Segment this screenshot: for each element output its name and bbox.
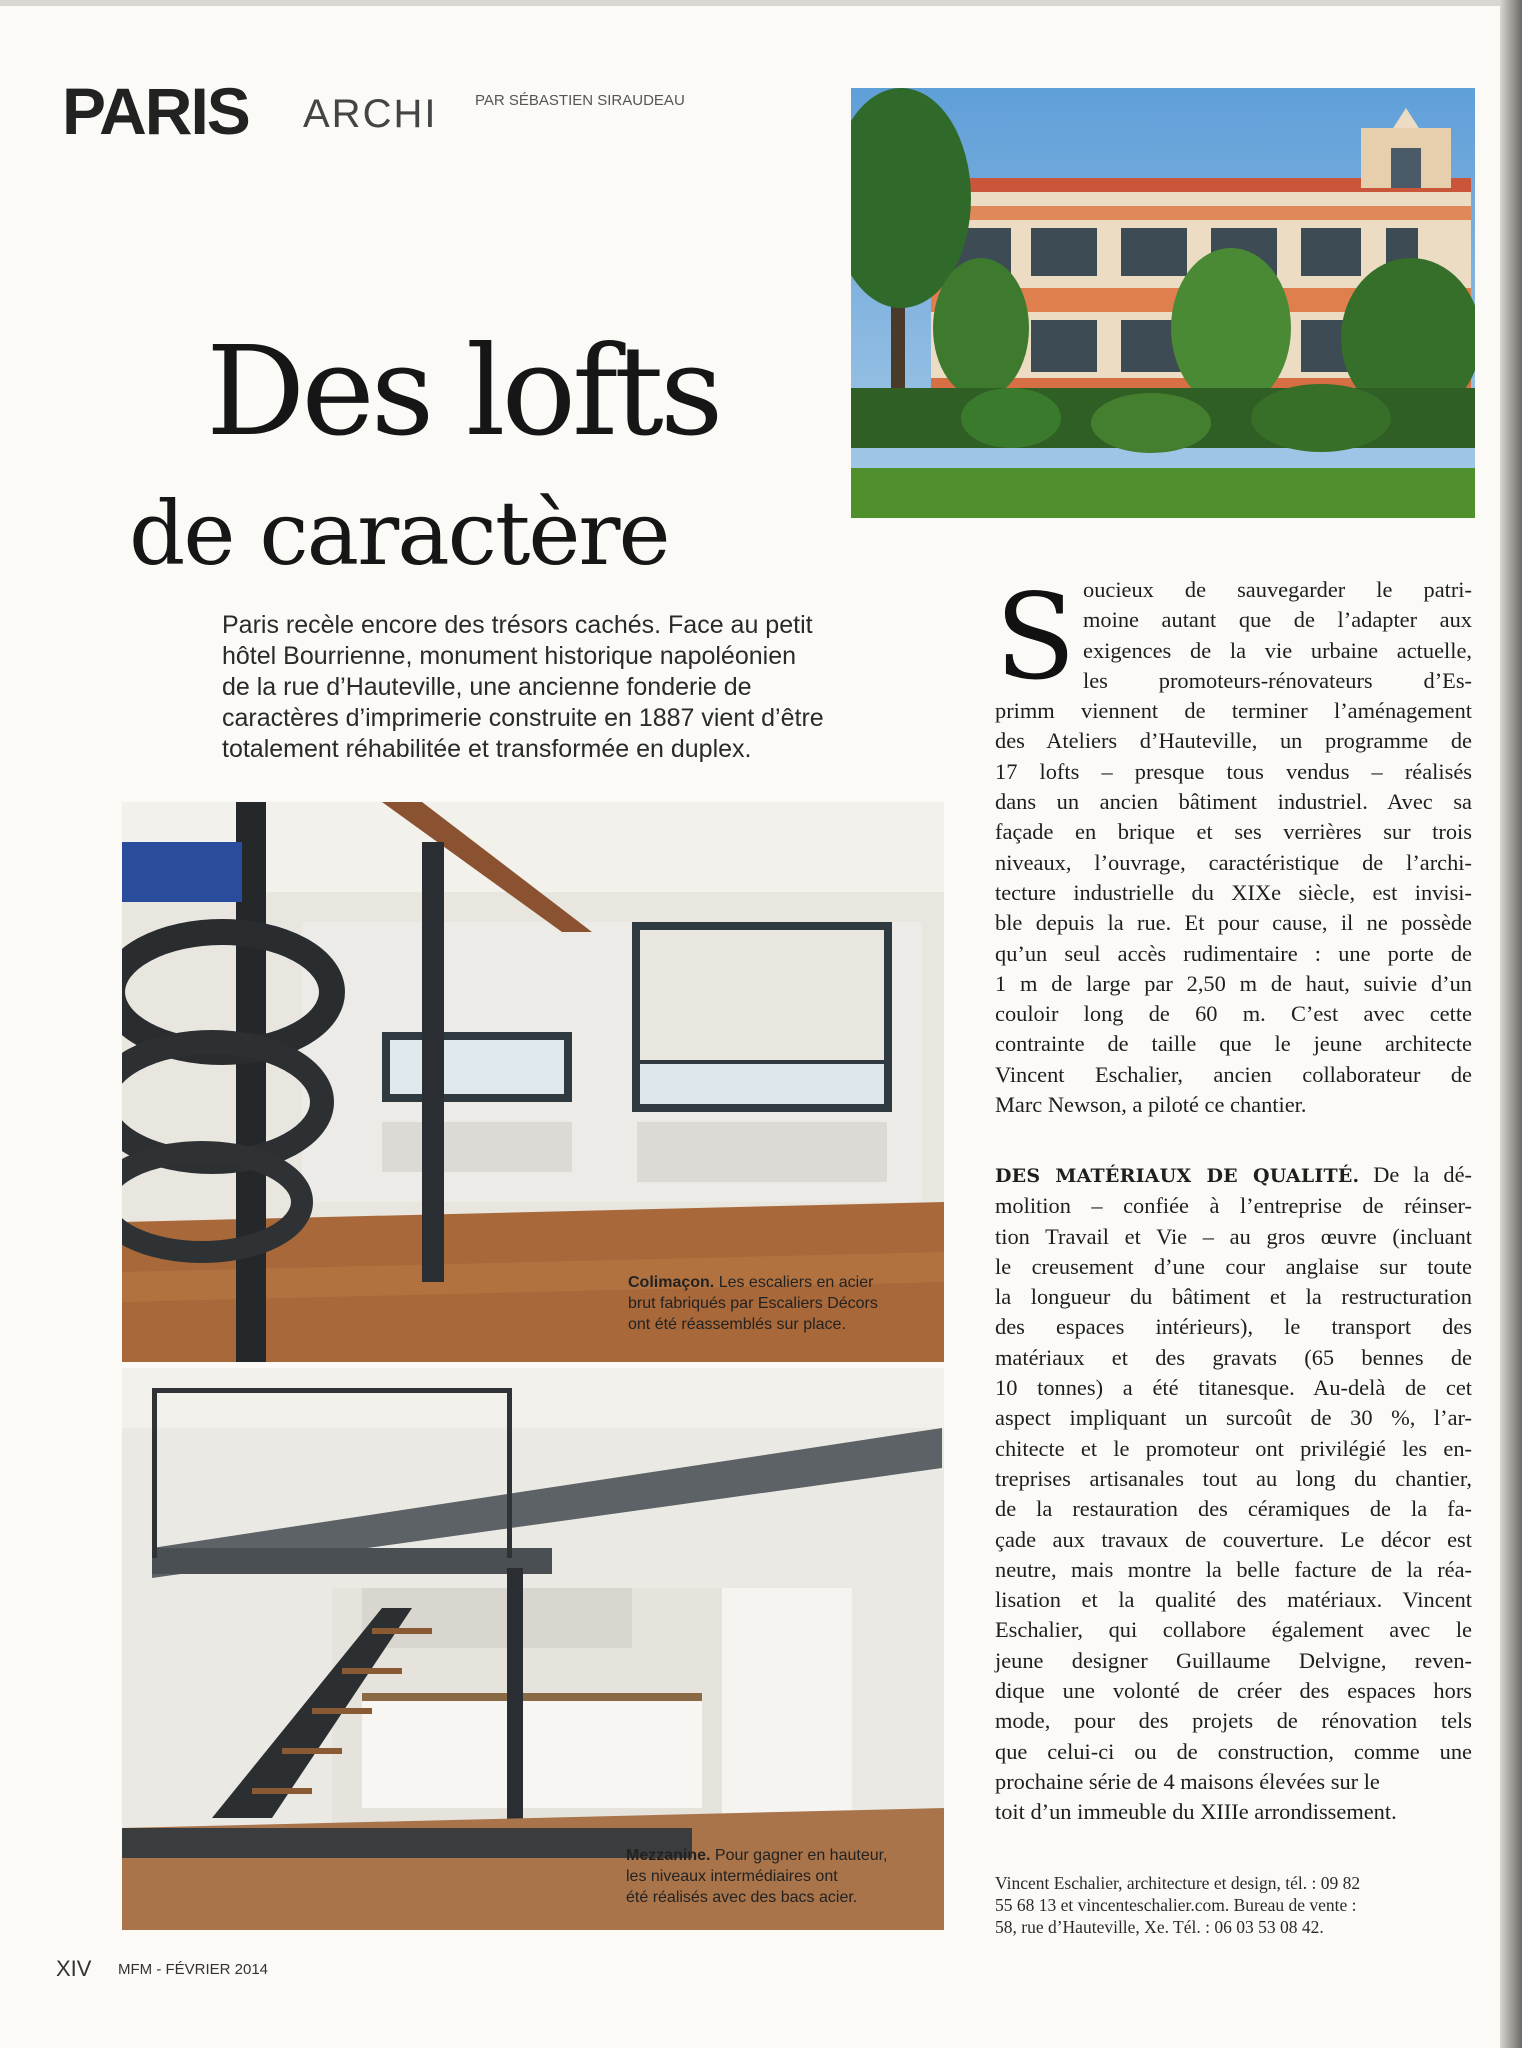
byline: PAR SÉBASTIEN SIRAUDEAU <box>475 92 685 109</box>
body-line: tecture industrielle du XIXe siècle, est invisi- <box>995 879 1472 905</box>
body-line: treprises artisanales tout au long du chantier, <box>995 1465 1472 1491</box>
body-line: de la restauration des céramiques de la fa- <box>995 1496 1472 1522</box>
body-line: Eschalier, qui collabore également avec le <box>995 1617 1472 1643</box>
section-label: PARIS <box>62 74 249 148</box>
facade-illustration <box>851 88 1475 518</box>
body-line: 17 lofts – presque tous vendus – réalisés <box>995 758 1472 784</box>
caption-title: Colimaçon. <box>628 1274 715 1291</box>
body-line: aspect impliquant un surcoût de 30 %, l’ar- <box>995 1405 1472 1431</box>
caption-text: Pour gagner en hauteur, <box>714 1847 888 1864</box>
body-line: 10 tonnes) a été titanesque. Au-delà de cet <box>995 1375 1472 1401</box>
body-line: oucieux de sauvegarder le patri- <box>1083 577 1472 602</box>
subsection-label: ARCHI <box>303 92 438 136</box>
body-paragraph-1 <box>995 568 1472 1120</box>
body-line: dique une volonté de créer des espaces hors <box>995 1678 1472 1704</box>
body-paragraph-2 <box>995 1160 1472 1828</box>
caption-text: Les escaliers en acier <box>718 1274 874 1291</box>
publication-date: MFM - FÉVRIER 2014 <box>118 1961 269 1978</box>
contact-line: 58, rue d’Hauteville, Xe. Tél. : 06 03 53 08 42. <box>995 1917 1324 1937</box>
body-line: des Ateliers d’Hauteville, un programme de <box>995 728 1472 754</box>
lead-line: Paris recèle encore des trésors cachés. Face au petit <box>222 611 813 639</box>
caption-loft <box>628 1272 938 1335</box>
caption-text: ont été réassemblés sur place. <box>628 1316 846 1333</box>
body-line: des espaces intérieurs), le transport des <box>995 1314 1472 1340</box>
body-line: 1 m de large par 2,50 m de haut, suivie d’un <box>995 970 1472 996</box>
body-line: niveaux, l’ouvrage, caractéristique de l’archi- <box>995 849 1472 875</box>
body-line: Vincent Eschalier, ancien collaborateur de <box>995 1061 1472 1087</box>
body-line: qu’un seul accès rudimentaire : une porte de <box>995 940 1472 966</box>
body-line: jeune designer Guillaume Delvigne, reven- <box>995 1647 1472 1673</box>
page-top-edge <box>0 0 1522 6</box>
body-line: chitecte et le promoteur ont privilégié les en- <box>995 1435 1472 1461</box>
lead-line: de la rue d’Hauteville, une ancienne fonderie de <box>222 673 752 701</box>
facade-photo <box>851 88 1475 518</box>
body-line: tion Travail et Vie – au gros œuvre (incluant <box>995 1223 1472 1249</box>
body-line: contrainte de taille que le jeune architecte <box>995 1031 1472 1057</box>
lead-paragraph <box>222 610 942 765</box>
body-line: primm viennent de terminer l’aménagement <box>995 698 1472 724</box>
lead-line: hôtel Bourrienne, monument historique napoléonien <box>222 642 796 670</box>
body-line: dans un ancien bâtiment industriel. Avec sa <box>995 789 1472 815</box>
caption-mezzanine <box>626 1845 936 1908</box>
body-line: façade en brique et ses verrières sur trois <box>995 819 1472 845</box>
page-gutter-shadow <box>1500 0 1522 2048</box>
headline-line-1: Des lofts <box>206 320 720 464</box>
body-line: couloir long de 60 m. C’est avec cette <box>995 1001 1472 1027</box>
contact-line: Vincent Eschalier, architecture et design, tél. : 09 82 <box>995 1873 1361 1893</box>
body-line: toit d’un immeuble du XIIIe arrondissement. <box>995 1799 1397 1825</box>
page-number: XIV <box>56 1956 92 1981</box>
body-line: ble depuis la rue. Et pour cause, il ne possède <box>995 910 1472 936</box>
contact-info <box>995 1872 1475 1938</box>
body-line-start: De la dé- <box>1373 1162 1472 1187</box>
body-line: lisation et la qualité des matériaux. Vincent <box>995 1587 1472 1613</box>
body-line: exigences de la vie urbaine actuelle, <box>1083 637 1472 663</box>
body-line <box>995 1160 1472 1191</box>
contact-line: 55 68 13 et vincenteschalier.com. Bureau de vente : <box>995 1895 1357 1915</box>
caption-text: été réalisés avec des bacs acier. <box>626 1889 858 1906</box>
caption-title: Mezzanine. <box>626 1847 711 1864</box>
headline-line-2: de caractère <box>129 482 669 585</box>
body-line: matériaux et des gravats (65 bennes de <box>995 1344 1472 1370</box>
body-line: la longueur du bâtiment et la restructuration <box>995 1284 1472 1310</box>
caption-text: les niveaux intermédiaires ont <box>626 1868 838 1885</box>
body-line: prochaine série de 4 maisons élevées sur le <box>995 1768 1380 1794</box>
lead-line: totalement réhabilitée et transformée en duplex. <box>222 735 752 763</box>
body-line: que celui-ci ou de construction, comme une <box>995 1738 1472 1764</box>
body-line: neutre, mais montre la belle facture de la réa- <box>995 1556 1472 1582</box>
body-line: les promoteurs-rénovateurs d’Es- <box>1083 667 1472 693</box>
caption-text: brut fabriqués par Escaliers Décors <box>628 1295 878 1312</box>
body-line: moine autant que de l’adapter aux <box>1083 607 1472 633</box>
section-subhead: DES MATÉRIAUX DE QUALITÉ. <box>995 1165 1360 1187</box>
lead-line: caractères d’imprimerie construite en 1887 vient d’être <box>222 704 824 732</box>
body-line: çade aux travaux de couverture. Le décor est <box>995 1526 1472 1552</box>
drop-cap: S <box>995 568 1076 706</box>
body-line: le creusement d’une cour anglaise sur toute <box>995 1253 1472 1279</box>
body-line: mode, pour des projets de rénovation tels <box>995 1708 1472 1734</box>
body-line: Marc Newson, a piloté ce chantier. <box>995 1092 1307 1118</box>
body-line: molition – confiée à l’entreprise de réinser- <box>995 1193 1472 1219</box>
